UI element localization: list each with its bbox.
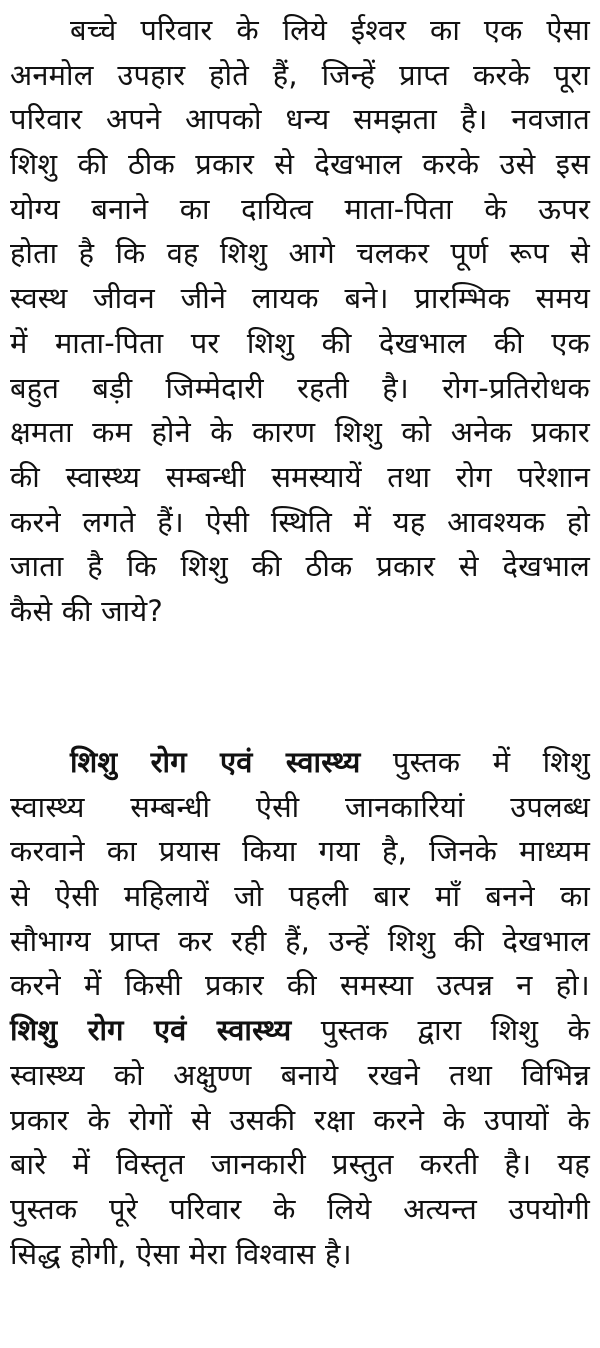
- text-line: करवाने का प्रयास किया गया है, जिनके माध्यम: [10, 834, 590, 869]
- text-line: क्षमता कम होने के कारण शिशु को अनेक प्रकार: [10, 415, 590, 450]
- text-line: बहुत बड़ी जिम्मेदारी रहती है। रोग-प्रतिरोधक: [10, 370, 590, 405]
- text-line: कैसे की जाये?: [10, 593, 163, 628]
- text-line: में माता-पिता पर शिशु की देखभाल की एक: [10, 325, 590, 360]
- text-line: करने लगते हैं। ऐसी स्थिति में यह आवश्यक हो: [10, 504, 590, 539]
- text-line: [10, 740, 590, 785]
- text-segment: पुस्तक में शिशु: [360, 745, 590, 779]
- text-line: शिशु की ठीक प्रकार से देखभाल करके उसे इस: [10, 147, 590, 182]
- text-line: बारे में विस्तृत जानकारी प्रस्तुत करती है। यह: [10, 1147, 590, 1182]
- text-line: परिवार अपने आपको धन्य समझता है। नवजात: [10, 102, 590, 137]
- text-line: की स्वास्थ्य सम्बन्धी समस्यायें तथा रोग परेशान: [10, 459, 590, 494]
- text-line: स्वस्थ जीवन जीने लायक बने। प्रारम्भिक समय: [10, 281, 590, 316]
- text-segment: पुस्तक द्वारा शिशु के: [291, 1013, 591, 1048]
- paragraph-book-description: [10, 740, 590, 1276]
- text-line: जाता है कि शिशु की ठीक प्रकार से देखभाल: [10, 549, 590, 584]
- text-line: स्वास्थ्य सम्बन्धी ऐसी जानकारियां उपलब्ध: [10, 789, 590, 824]
- text-line: सिद्ध होगी, ऐसा मेरा विश्वास है।: [10, 1236, 352, 1271]
- book-title: शिशु रोग एवं स्वास्थ्य: [70, 745, 361, 779]
- paragraph-intro: [10, 8, 590, 634]
- text-line: अनमोल उपहार होते हैं, जिन्हें प्राप्त करके पूरा: [10, 57, 590, 92]
- text-line: सौभाग्य प्राप्त कर रही हैं, उन्हें शिशु की देखभाल: [10, 923, 590, 958]
- text-line: स्वास्थ्य को अक्षुण्ण बनाये रखने तथा विभिन्न: [10, 1057, 590, 1092]
- text-line: [10, 1008, 590, 1053]
- book-title: शिशु रोग एवं स्वास्थ्य: [10, 1013, 292, 1048]
- text-line: पुस्तक पूरे परिवार के लिये अत्यन्त उपयोगी: [10, 1191, 590, 1226]
- text-line: होता है कि वह शिशु आगे चलकर पूर्ण रूप से: [10, 236, 590, 271]
- text-line: से ऐसी महिलायें जो पहली बार माँ बनने का: [10, 879, 590, 914]
- text-line: बच्चे परिवार के लिये ईश्वर का एक ऐसा: [70, 13, 590, 47]
- text-line: प्रकार के रोगों से उसकी रक्षा करने के उपायों के: [10, 1102, 590, 1137]
- text-line: करने में किसी प्रकार की समस्या उत्पन्न न हो।: [10, 968, 590, 1003]
- text-line: योग्य बनाने का दायित्व माता-पिता के ऊपर: [10, 191, 590, 226]
